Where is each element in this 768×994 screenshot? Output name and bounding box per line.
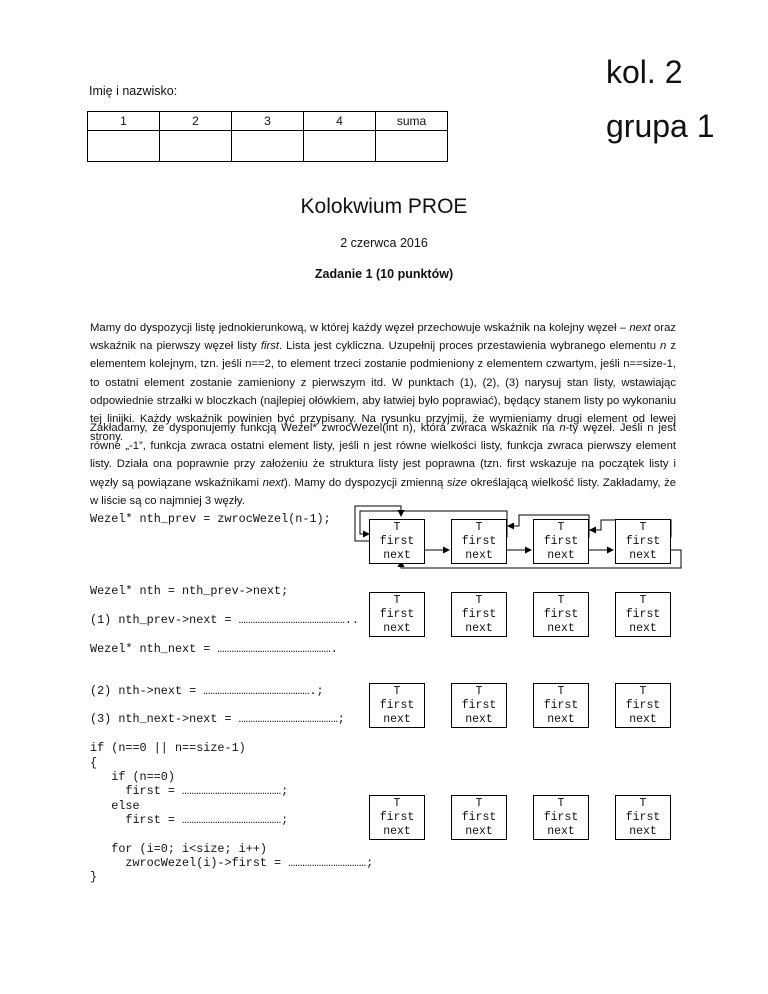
score-header-3: 3: [232, 112, 304, 131]
document-title: Kolokwium PROE: [300, 195, 468, 218]
score-header-sum: suma: [376, 112, 448, 131]
code-line: }: [90, 870, 98, 884]
list-node[interactable]: T first next: [533, 683, 589, 728]
code-line: Wezel* nth = nth_prev->next;: [90, 584, 289, 598]
list-node[interactable]: T first next: [369, 795, 425, 840]
list-node: T first next: [615, 519, 671, 564]
code-line: Wezel* nth_next = ………………………………………….: [90, 642, 338, 656]
score-header-2: 2: [160, 112, 232, 131]
score-header-1: 1: [88, 112, 160, 131]
kol-title: kol. 2: [606, 54, 683, 90]
list-node[interactable]: T first next: [451, 683, 507, 728]
list-node[interactable]: T first next: [533, 592, 589, 637]
list-node[interactable]: T first next: [533, 795, 589, 840]
list-node[interactable]: T first next: [369, 592, 425, 637]
list-node: T first next: [369, 519, 425, 564]
code-line-blank-3: (3) nth_next->next = ……………………………………;: [90, 712, 345, 726]
code-line: if (n==0 || n==size-1): [90, 741, 246, 755]
code-line: first = ……………………………………;: [90, 784, 289, 798]
task-heading: Zadanie 1 (10 punktów): [314, 267, 454, 281]
code-line-blank-2: (2) nth->next = ……………………………………….;: [90, 684, 324, 698]
list-node[interactable]: T first next: [615, 683, 671, 728]
code-line: zwrocWezel(i)->first = ……………………………;: [90, 856, 374, 870]
code-line: if (n==0): [90, 770, 175, 784]
list-node[interactable]: T first next: [451, 592, 507, 637]
code-line: Wezel* nth_prev = zwrocWezel(n-1);: [90, 512, 331, 526]
list-node[interactable]: T first next: [369, 683, 425, 728]
list-node[interactable]: T first next: [615, 592, 671, 637]
function-description-paragraph: Zakładamy, że dysponujemy funkcją Wezel* zwrocWezel(int n), która zwraca wskaźnik na n-ty węzeł. Jeśli n jest równe „-1”, funkcja zwraca ostatni element listy, jeśli n jest równe wielkości listy, funkcja zwraca pierwszy element listy. Działa ona poprawnie przy założeniu że struktura listy jest poprawna (tzn. first wskazuje na początek listy i węzły są powiązane wskaźnikami next). Mamy do dyspozycji zmienną size określającą wielkość listy. Zakładamy, że w liście są co najmniej 3 węzły.: [90, 422, 676, 507]
code-line: else: [90, 799, 140, 813]
grupa-title: grupa 1: [606, 108, 715, 144]
code-line: {: [90, 756, 98, 770]
list-node: T first next: [451, 519, 507, 564]
code-line: for (i=0; i<size; i++): [90, 842, 267, 856]
task-description-paragraph: Mamy do dyspozycji listę jednokierunkową, w której każdy węzeł przechowuje wskaźnik na kolejny węzeł – next oraz wskaźnik na pierwszy węzeł listy first. Lista jest cykliczna. Uzupełnij proces przestawienia wybranego elementu n z elementem kolejnym, tzn. jeśli n==2, to element trzeci zostanie podmieniony z elementem czwartym, jeśli n==size-1, to ostatni element zostanie zamieniony z pierwszym itd. W punktach (1), (2), (3) narysuj stan listy, wstawiając odpowiednie strzałki w bloczkach (najlepiej ołówkiem, aby łatwiej było poprawiać), będący stanem listy po wykonaniu tej linijki. Każdy wskaźnik powinien być przypisany. Na rysunku przyjmij, że wymieniamy drugi element od lewej strony.: [90, 322, 677, 444]
name-label: Imię i nazwisko:: [89, 84, 178, 98]
list-node[interactable]: T first next: [451, 795, 507, 840]
list-node[interactable]: T first next: [615, 795, 671, 840]
code-line-blank-1: (1) nth_prev->next = ………………………………………..: [90, 613, 360, 627]
document-date: 2 czerwca 2016: [340, 236, 428, 250]
code-line: first = ……………………………………;: [90, 813, 289, 827]
score-header-4: 4: [304, 112, 376, 131]
list-node: T first next: [533, 519, 589, 564]
